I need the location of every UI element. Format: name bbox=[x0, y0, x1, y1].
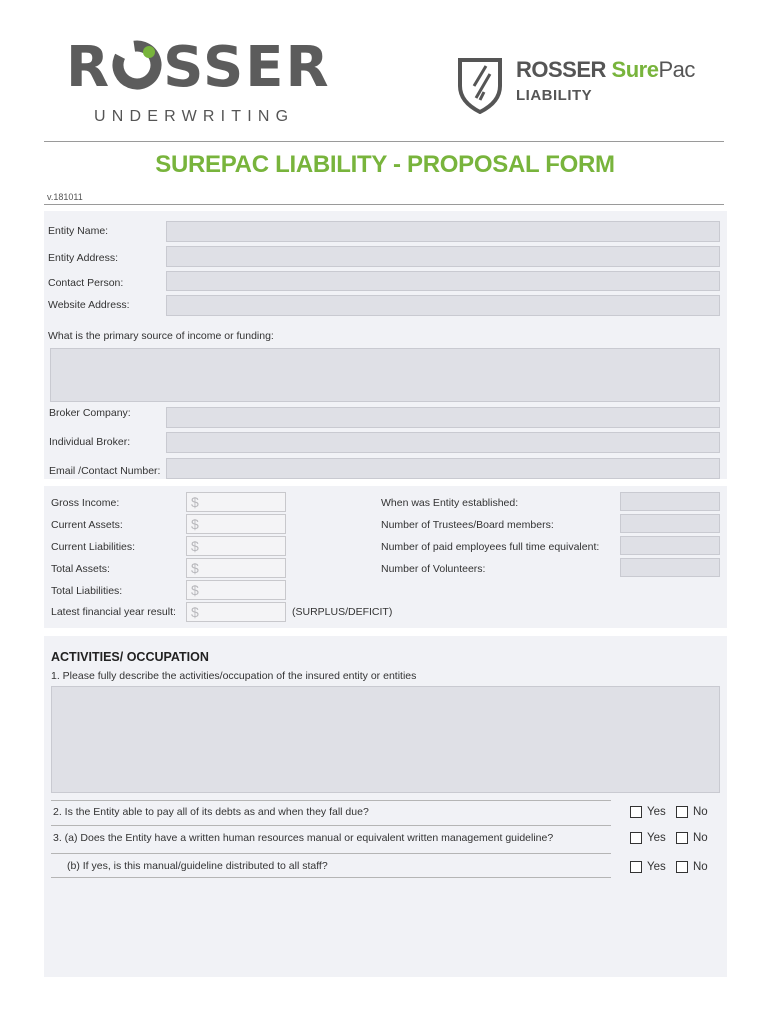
total-assets-field[interactable] bbox=[186, 558, 286, 578]
entity-name-field[interactable] bbox=[166, 221, 720, 242]
surplus-deficit-label: (SURPLUS/DEFICIT) bbox=[292, 606, 393, 618]
established-field[interactable] bbox=[620, 492, 720, 511]
volunteers-label: Number of Volunteers: bbox=[381, 563, 486, 575]
q2-yes-label: Yes bbox=[647, 806, 666, 818]
current-liabilities-field[interactable] bbox=[186, 536, 286, 556]
question-3b: (b) If yes, is this manual/guideline distributed to all staff? bbox=[67, 860, 328, 872]
volunteers-field[interactable] bbox=[620, 558, 720, 577]
q3b-yes-checkbox[interactable] bbox=[630, 861, 642, 873]
question-divider bbox=[51, 877, 611, 878]
established-label: When was Entity established: bbox=[381, 497, 519, 509]
dollar-icon: $ bbox=[191, 516, 199, 532]
form-version: v.181011 bbox=[47, 192, 83, 202]
current-liabilities-label: Current Liabilities: bbox=[51, 541, 136, 553]
logo-subtitle: UNDERWRITING bbox=[94, 108, 295, 125]
employees-field[interactable] bbox=[620, 536, 720, 555]
dollar-icon: $ bbox=[191, 582, 199, 598]
website-label: Website Address: bbox=[48, 299, 130, 311]
form-title: SUREPAC LIABILITY - PROPOSAL FORM bbox=[155, 151, 615, 178]
question-2: 2. Is the Entity able to pay all of its debts as and when they fall due? bbox=[53, 806, 369, 818]
q3a-no-checkbox[interactable] bbox=[676, 832, 688, 844]
question-divider bbox=[51, 800, 611, 801]
q2-no-checkbox[interactable] bbox=[676, 806, 688, 818]
title-divider bbox=[44, 204, 724, 205]
gross-income-field[interactable] bbox=[186, 492, 286, 512]
activities-question-1: 1. Please fully describe the activities/occupation of the insured entity or entities bbox=[51, 670, 417, 682]
current-assets-label: Current Assets: bbox=[51, 519, 123, 531]
income-field[interactable] bbox=[50, 348, 720, 402]
individual-broker-field[interactable] bbox=[166, 432, 720, 453]
entity-address-field[interactable] bbox=[166, 246, 720, 267]
individual-broker-label: Individual Broker: bbox=[49, 436, 131, 448]
logo-letter-r: R bbox=[66, 35, 112, 100]
header-divider bbox=[44, 141, 724, 142]
total-liabilities-label: Total Liabilities: bbox=[51, 585, 123, 597]
shield-icon bbox=[456, 56, 504, 114]
surepac-sure: Sure bbox=[611, 57, 659, 82]
surepac-pac: Pac bbox=[658, 57, 695, 82]
broker-company-label: Broker Company: bbox=[49, 407, 131, 419]
total-assets-label: Total Assets: bbox=[51, 563, 110, 575]
email-contact-label: Email /Contact Number: bbox=[49, 465, 161, 477]
q2-yes-checkbox[interactable] bbox=[630, 806, 642, 818]
gross-income-label: Gross Income: bbox=[51, 497, 120, 509]
dollar-icon: $ bbox=[191, 604, 199, 620]
broker-company-field[interactable] bbox=[166, 407, 720, 428]
latest-result-label: Latest financial year result: bbox=[51, 606, 176, 618]
rosser-logo bbox=[66, 35, 331, 100]
dollar-icon: $ bbox=[191, 538, 199, 554]
entity-name-label: Entity Name: bbox=[48, 225, 109, 237]
question-divider bbox=[51, 825, 611, 826]
latest-result-field[interactable] bbox=[186, 602, 286, 622]
q3a-yes-checkbox[interactable] bbox=[630, 832, 642, 844]
employees-label: Number of paid employees full time equivalent: bbox=[381, 541, 600, 553]
logo-o-icon bbox=[112, 40, 162, 90]
activities-description-field[interactable] bbox=[51, 686, 720, 793]
surepac-brand bbox=[516, 57, 695, 83]
q3a-yes-label: Yes bbox=[647, 832, 666, 844]
question-3a: 3. (a) Does the Entity have a written human resources manual or equivalent written management guideline? bbox=[53, 832, 554, 844]
logo-letters-sser: SSER bbox=[163, 35, 331, 100]
trustees-label: Number of Trustees/Board members: bbox=[381, 519, 554, 531]
current-assets-field[interactable] bbox=[186, 514, 286, 534]
dollar-icon: $ bbox=[191, 494, 199, 510]
trustees-field[interactable] bbox=[620, 514, 720, 533]
surepac-liability: LIABILITY bbox=[516, 87, 593, 104]
surepac-rosser: ROSSER bbox=[516, 57, 606, 82]
entity-address-label: Entity Address: bbox=[48, 252, 119, 264]
contact-person-field[interactable] bbox=[166, 271, 720, 291]
q3b-no-checkbox[interactable] bbox=[676, 861, 688, 873]
total-liabilities-field[interactable] bbox=[186, 580, 286, 600]
email-contact-field[interactable] bbox=[166, 458, 720, 479]
activities-heading: ACTIVITIES/ OCCUPATION bbox=[51, 650, 209, 664]
dollar-icon: $ bbox=[191, 560, 199, 576]
question-divider bbox=[51, 853, 611, 854]
contact-person-label: Contact Person: bbox=[48, 277, 124, 289]
q3b-no-label: No bbox=[693, 861, 708, 873]
q3a-no-label: No bbox=[693, 832, 708, 844]
q3b-yes-label: Yes bbox=[647, 861, 666, 873]
website-field[interactable] bbox=[166, 295, 720, 316]
q2-no-label: No bbox=[693, 806, 708, 818]
income-question: What is the primary source of income or funding: bbox=[48, 330, 274, 342]
